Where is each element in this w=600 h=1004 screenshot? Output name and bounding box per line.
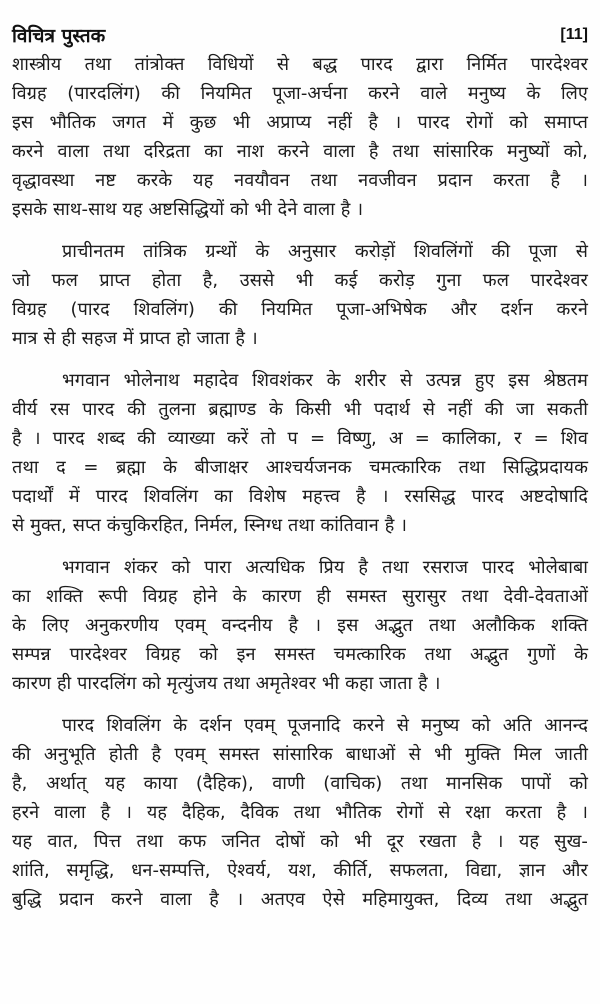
text-line: है, अर्थात् यह काया (दैहिक), वाणी (वाचिक) तथा मानसिक पापों को (12, 773, 588, 794)
text-line: कारण ही पारदलिंग को मृत्युंजय तथा अमृतेश्वर भी कहा जाता है । (12, 673, 441, 694)
text-line: जो फल प्राप्त होता है, उससे भी कई करोड़ गुना फल पारदेश्वर (12, 270, 588, 291)
text-line: शांति, समृद्धि, धन-सम्पत्ति, ऐश्वर्य, यश, कीर्ति, सफलता, विद्या, ज्ञान और (12, 860, 588, 881)
text-line: का शक्ति रूपी विग्रह होने के कारण ही समस्त सुरासुर तथा देवी-देवताओं (12, 586, 588, 607)
text-line: विग्रह (पारद शिवलिंग) की नियमित पूजा-अभिषेक और दर्शन करने (12, 299, 588, 320)
paragraph-3 (12, 366, 588, 540)
text-line: की अनुभूति होती है एवम् समस्त सांसारिक बाधाओं से भी मुक्ति मिल जाती (12, 744, 588, 765)
text-line: तथा द = ब्रह्मा के बीजाक्षर आश्चर्यजनक चमत्कारिक तथा सिद्धिप्रदायक (12, 457, 588, 478)
text-line: पारद शिवलिंग के दर्शन एवम् पूजनादि करने से मनुष्य को अति आनन्द (62, 715, 588, 736)
text-line: इस भौतिक जगत में कुछ भी अप्राप्य नहीं है । पारद रोगों को समाप्त (12, 112, 588, 133)
text-line: सम्पन्न पारदेश्वर विग्रह को इन समस्त चमत्कारिक तथा अद्भुत गुणों के (12, 644, 588, 665)
text-line: के लिए अनुकरणीय एवम् वन्दनीय है । इस अद्भुत तथा अलौकिक शक्ति (12, 615, 588, 636)
text-line: प्राचीनतम तांत्रिक ग्रन्थों के अनुसार करोड़ों शिवलिंगों की पूजा से (62, 241, 588, 262)
text-line: वृद्धावस्था नष्ट करके यह नवयौवन तथा नवजीवन प्रदान करता है । (12, 170, 588, 191)
text-line: भगवान शंकर को पारा अत्यधिक प्रिय है तथा रसराज पारद भोलेबाबा (62, 557, 588, 578)
text-line: यह वात, पित्त तथा कफ जनित दोषों को भी दूर रखता है । यह सुख- (12, 831, 588, 852)
text-line: है । पारद शब्द की व्याख्या करें तो प = विष्णु, अ = कालिका, र = शिव (12, 428, 588, 449)
page-number: [11] (560, 26, 588, 43)
text-line: मात्र से ही सहज में प्राप्त हो जाता है । (12, 328, 258, 349)
page-header (12, 22, 588, 48)
text-line: वीर्य रस पारद की तुलना ब्रह्माण्ड के किसी भी पदार्थ से नहीं की जा सकती (12, 399, 588, 420)
text-line: विग्रह (पारदलिंग) की नियमित पूजा-अर्चना करने वाले मनुष्य के लिए (12, 83, 588, 104)
book-title: विचित्र पुस्तक (12, 25, 106, 47)
text-line: से मुक्त, सप्त कंचुकिरहित, निर्मल, स्निग्ध तथा कांतिवान है । (12, 515, 408, 536)
paragraph-4 (12, 553, 588, 698)
page-body (12, 50, 588, 927)
text-line: शास्त्रीय तथा तांत्रोक्त विधियों से बद्ध पारद द्वारा निर्मित पारदेश्वर (12, 54, 588, 75)
text-line: हरने वाला है । यह दैहिक, दैविक तथा भौतिक रोगों से रक्षा करता है । (12, 802, 588, 823)
text-line: पदार्थों में पारद शिवलिंग का विशेष महत्त्व है । रससिद्ध पारद अष्टदोषादि (12, 486, 588, 507)
text-line: इसके साथ-साथ यह अष्टसिद्धियों को भी देने वाला है । (12, 199, 364, 220)
text-line: भगवान भोलेनाथ महादेव शिवशंकर के शरीर से उत्पन्न हुए इस श्रेष्ठतम (62, 370, 588, 391)
paragraph-2 (12, 237, 588, 353)
text-line: करने वाला तथा दरिद्रता का नाश करने वाला है तथा सांसारिक मनुष्यों को, (12, 141, 588, 162)
paragraph-5 (12, 711, 588, 914)
paragraph-1 (12, 50, 588, 224)
text-line: बुद्धि प्रदान करने वाला है । अतएव ऐसे महिमायुक्त, दिव्य तथा अद्भुत (12, 889, 588, 910)
